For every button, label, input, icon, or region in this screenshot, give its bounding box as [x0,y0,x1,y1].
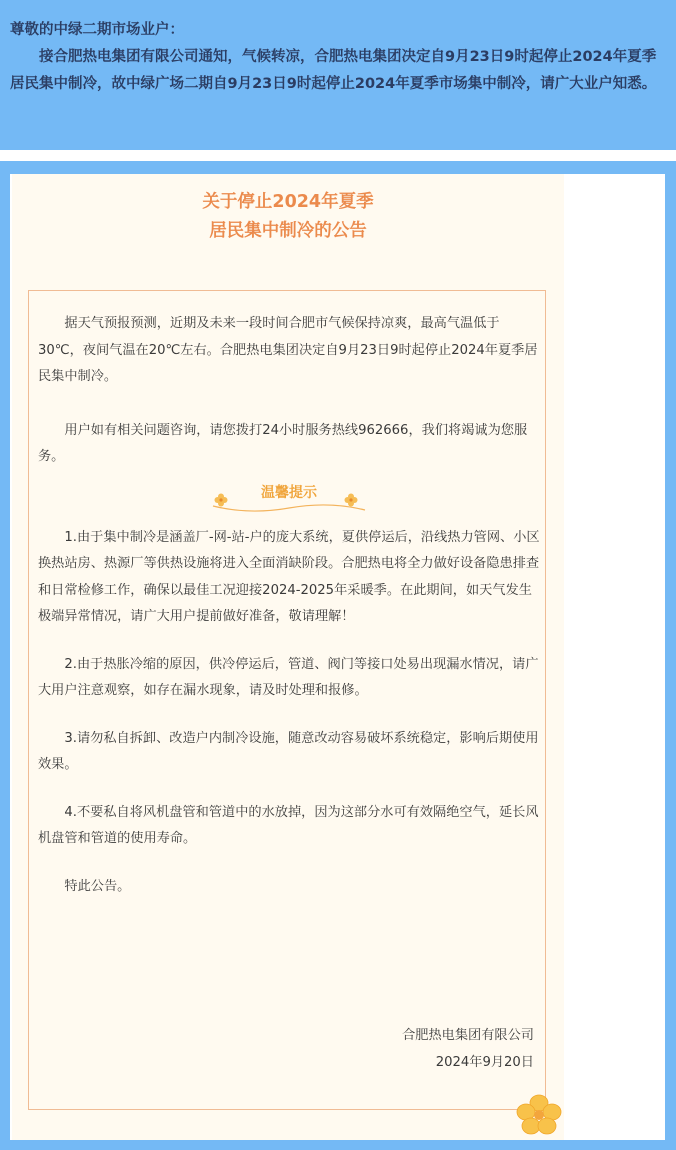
divider [0,150,676,161]
tip-1: 1.由于集中制冷是涵盖厂-网-站-户的庞大系统，夏供停运后，沿线热力管网、小区换热站房、热源厂等供热设施将进入全面消缺阶段。合肥热电将全力做好设备隐患排查和日常检修工作，确保以最佳工况迎接2024-2025年采暖季。在此期间，如天气发生极端异常情况，请广大用户提前做好准备，敬请理解！ [38,529,540,624]
closing-line: 特此公告。 [64,878,131,894]
issue-date: 2024年9月20日 [435,1055,534,1070]
announcement-title [12,188,564,246]
flower-icon [344,493,358,507]
announcement-body [38,311,540,900]
header-notice: 接合肥热电集团有限公司通知，气候转凉，合肥热电集团决定自9月23日9时起停止2024年夏季居民集中制冷，故中绿广场二期自9月23日9时起停止2024年夏季市场集中制冷，请广大业户知悉。 [10,49,657,92]
tip-2: 2.由于热胀冷缩的原因，供冷停运后，管道、阀门等接口处易出现漏水情况，请广大用户注意观察，如存在漏水现象，请及时处理和报修。 [38,656,539,698]
tips-heading-label: 温馨提示 [261,484,317,501]
tip-4: 4.不要私自将风机盘管和管道中的水放掉，因为这部分水可有效隔绝空气，延长风机盘管和管道的使用寿命。 [38,804,539,846]
title-line-2: 居民集中制冷的公告 [209,221,367,241]
greeting: 尊敬的中绿二期市场业户： [10,22,184,38]
notice-header [0,0,676,150]
issuer: 合肥热电集团有限公司 [402,1028,534,1043]
tips-heading [38,479,540,513]
signature-block [38,1022,534,1076]
title-line-1: 关于停止2024年夏季 [202,192,374,212]
paragraph-forecast: 据天气预报预测，近期及未来一段时间合肥市气候保持凉爽，最高气温低于30℃，夜间气温在20℃左右。合肥热电集团决定自9月23日9时起停止2024年夏季居民集中制冷。 [38,316,538,384]
paragraph-hotline: 用户如有相关问题咨询，请您拨打24小时服务热线962666，我们将竭诚为您服务。 [38,422,528,464]
tip-3: 3.请勿私自拆卸、改造户内制冷设施，随意改动容易破坏系统稳定，影响后期使用效果。 [38,730,539,772]
flower-decoration-icon [515,1093,563,1137]
